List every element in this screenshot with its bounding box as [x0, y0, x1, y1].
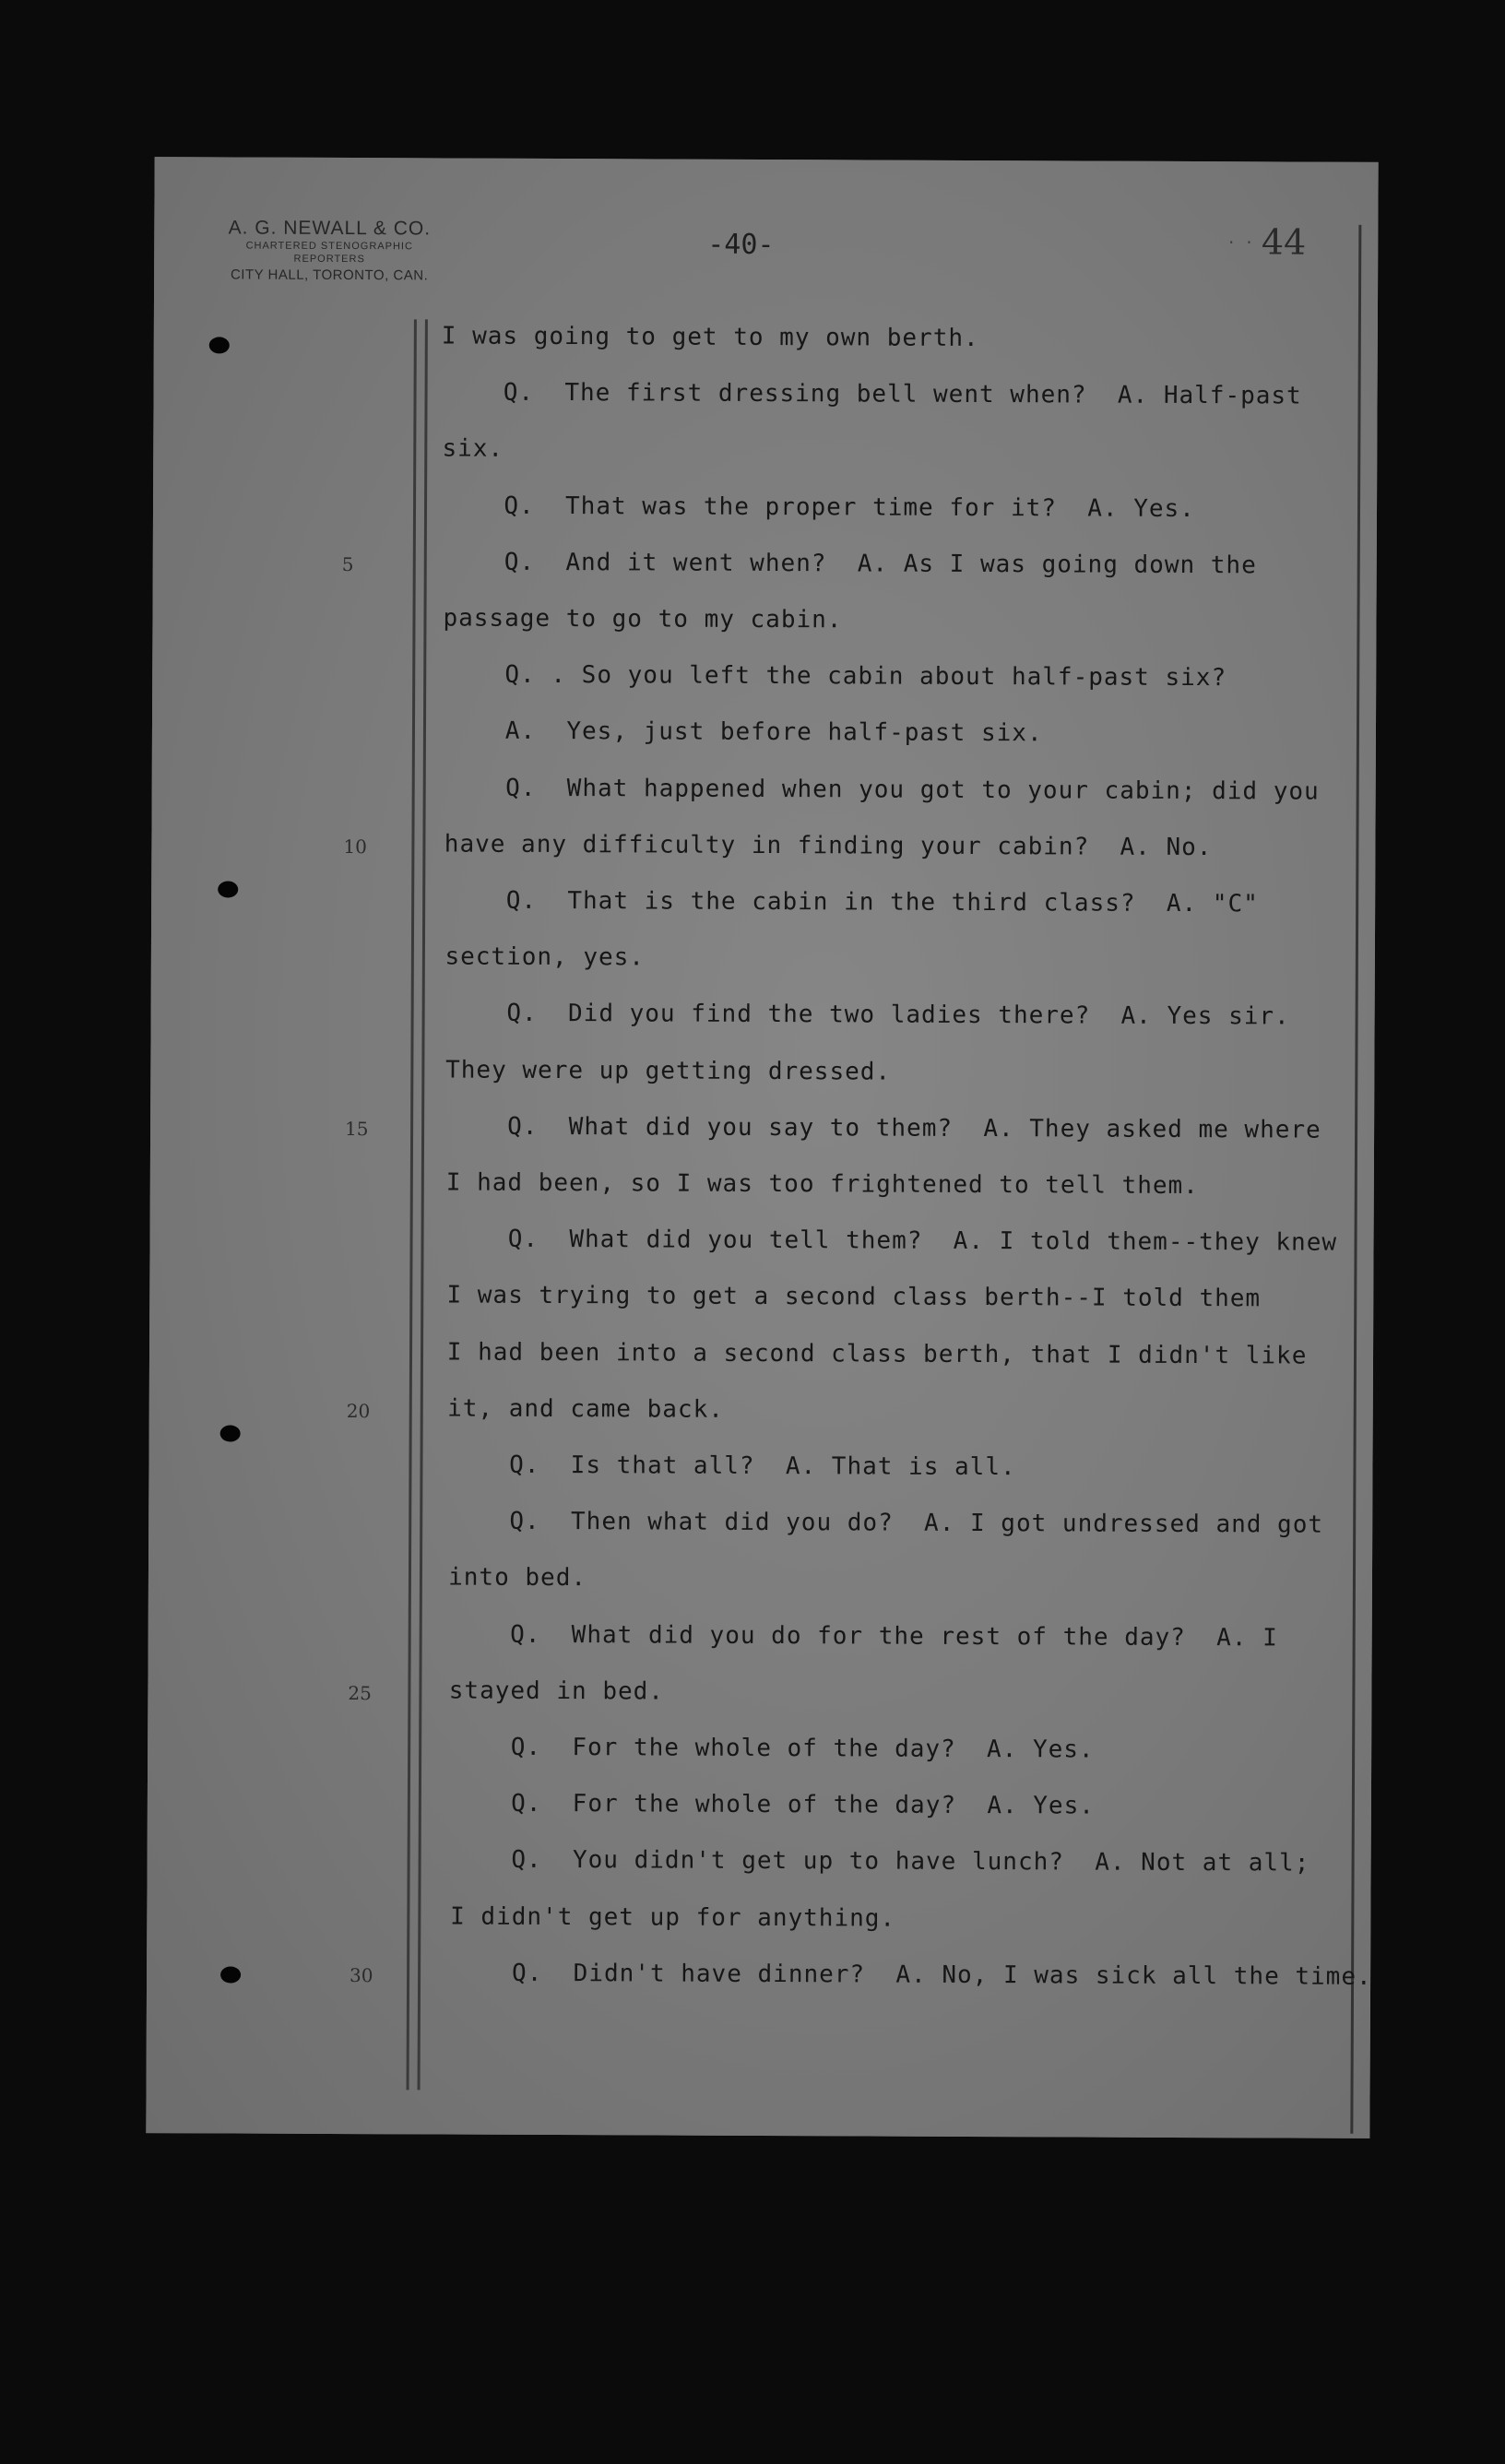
punch-hole	[220, 1966, 241, 1983]
transcript-line: Q. Then what did you do? A. I got undressed and got	[447, 1507, 1324, 1539]
folio-mark: · ·	[1227, 233, 1254, 252]
transcript-line: Q. For the whole of the day? A. Yes.	[449, 1733, 1095, 1764]
folio-number: 44	[1261, 221, 1307, 263]
letterhead-firm: A. G. NEWALL & CO.	[228, 217, 432, 240]
page-number: -40-	[707, 228, 775, 262]
transcript-line: I was trying to get a second class berth--I told them	[446, 1281, 1262, 1313]
transcript-line: six.	[442, 434, 504, 464]
transcript-line: They were up getting dressed.	[445, 1056, 892, 1086]
transcript-line: it, and came back.	[447, 1394, 724, 1424]
letterhead	[200, 217, 458, 283]
line-number: 15	[345, 1117, 369, 1140]
transcript-line: Q. Didn't have dinner? A. No, I was sick all the time.	[450, 1959, 1372, 1991]
letterhead-address: CITY HALL, TORONTO, CAN.	[230, 267, 429, 284]
document-page	[146, 157, 1378, 2138]
line-number: 20	[346, 1399, 371, 1422]
transcript-line: passage to go to my cabin.	[443, 604, 843, 634]
transcript-line: stayed in bed.	[448, 1676, 665, 1706]
transcript-line: A. Yes, just before half-past six.	[444, 717, 1043, 748]
transcript-line: section, yes.	[444, 942, 646, 972]
transcript-line: Q. What did you say to them? A. They asked me where	[445, 1112, 1321, 1144]
margin-rule	[418, 319, 428, 2090]
transcript-line: Q. Did you find the two ladies there? A. Yes sir.	[444, 999, 1290, 1031]
right-rule	[1350, 225, 1361, 2134]
punch-hole	[218, 881, 238, 897]
transcript-line: Q. What did you tell them? A. I told them--they knew	[446, 1225, 1338, 1257]
transcript-line: Q. For the whole of the day? A. Yes.	[449, 1789, 1095, 1820]
punch-hole	[220, 1425, 241, 1441]
transcript-line: Q. You didn't get up to have lunch? A. Not at all;	[449, 1845, 1310, 1878]
line-number: 30	[350, 1963, 373, 1986]
transcript-line: I was going to get to my own berth.	[441, 322, 979, 353]
transcript-line: into bed.	[448, 1563, 587, 1593]
transcript-line: Q. What did you do for the rest of the day? A. I	[448, 1620, 1278, 1653]
transcript-line: Q. . So you left the cabin about half-past six?	[443, 660, 1227, 693]
letterhead-line1: CHARTERED STENOGRAPHIC	[245, 240, 413, 253]
transcript-line: Q. Is that all? A. That is all.	[447, 1451, 1016, 1482]
transcript-line: I had been into a second class berth, that I didn't like	[446, 1338, 1308, 1370]
line-number: 5	[341, 552, 354, 575]
line-number: 10	[343, 835, 367, 858]
punch-hole	[209, 337, 230, 353]
transcript-line: I didn't get up for anything.	[450, 1902, 896, 1933]
letterhead-line2: REPORTERS	[293, 253, 365, 266]
transcript-line: have any difficulty in finding your cabin? A. No.	[444, 830, 1213, 861]
margin-rule	[407, 319, 417, 2090]
transcript-line: Q. What happened when you got to your cabin; did you	[444, 774, 1320, 806]
transcript-line: Q. The first dressing bell went when? A. Half-past	[442, 378, 1302, 410]
transcript-line: Q. That was the proper time for it? A. Yes.	[442, 492, 1195, 523]
transcript-line: Q. And it went when? A. As I was going down the	[443, 548, 1257, 580]
transcript-line: I had been, so I was too frightened to tell them.	[445, 1168, 1199, 1201]
line-number: 25	[348, 1681, 372, 1704]
transcript-line: Q. That is the cabin in the third class? A. "C"	[444, 886, 1259, 918]
